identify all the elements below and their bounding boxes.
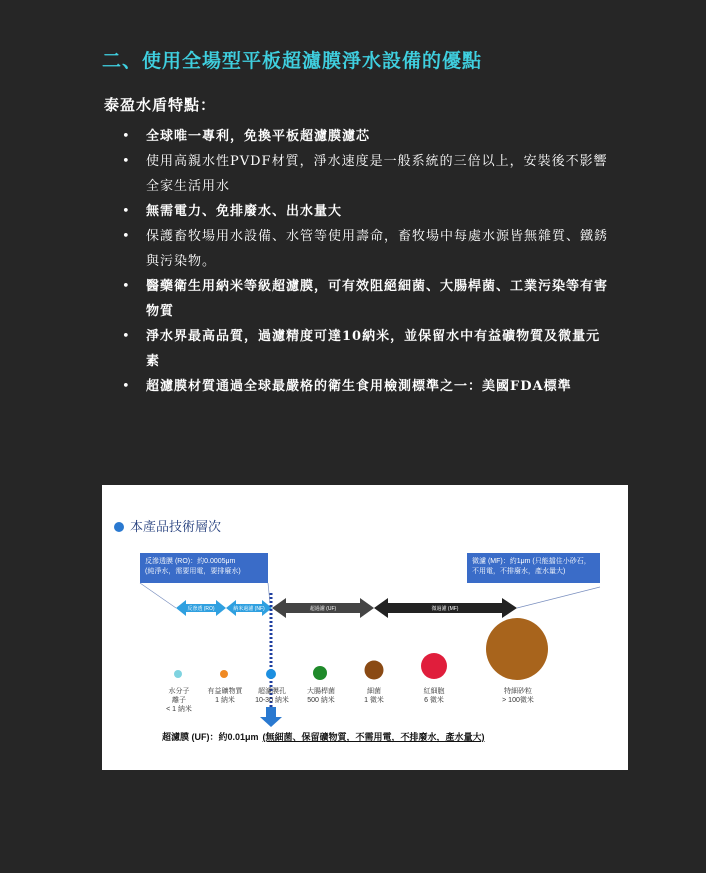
filtration-diagram [102, 485, 628, 770]
uf-arrow-label: 超過濾 (UF) [309, 606, 337, 612]
label-sand: 特細砂粒 > 100微米 [502, 688, 534, 704]
bullet-icon: • [122, 129, 131, 144]
bacteria-dot [365, 661, 384, 680]
red-cell-dot [421, 653, 447, 679]
bullet-icon: • [122, 329, 131, 344]
connector-line [140, 583, 176, 608]
label-water: 水分子 離子 < 1 納米 [166, 688, 192, 713]
ecoli-dot [313, 666, 327, 680]
feature-item: • 保護畜牧場用水設備、水管等使用壽命，畜牧場中每處水源皆無雜質、鐵銹與污染物。 [122, 224, 612, 274]
feature-item: • 超濾膜材質通過全球最嚴格的衛生食用檢測標準之一：美國FDA標準 [122, 374, 612, 399]
technology-figure [102, 485, 628, 770]
feature-item: • 淨水界最高品質，過濾精度可達10納米，並保留水中有益礦物質及微量元素 [122, 324, 612, 374]
mf-callout: 微濾 (MF)：約1μm (只能擋住小砂石，不用電，不排廢水，產水量大) [467, 553, 600, 583]
uf-down-arrow [260, 707, 282, 727]
bullet-icon: • [122, 204, 131, 219]
ro-callout: 反滲透膜 (RO)：約0.0005μm (純淨水，需要用電，要排廢水) [140, 553, 268, 583]
label-bacteria: 細菌 1 微米 [364, 688, 384, 704]
ro-arrow-label: 反滲透 (RO) [187, 606, 215, 612]
water-molecule-dot [174, 670, 182, 678]
feature-list [122, 124, 612, 399]
label-ecoli: 大腸桿菌 500 納米 [307, 688, 335, 704]
figure-title: 本產品技術層次 [114, 516, 221, 535]
bullet-icon: • [122, 379, 131, 394]
sand-dot [486, 618, 548, 680]
mineral-dot [220, 670, 228, 678]
bullet-icon: • [122, 154, 131, 169]
label-uf-pore: 超濾膜孔 10-30 納米 [255, 688, 289, 704]
uf-pore-dot [266, 669, 276, 679]
feature-item: • 全球唯一專利，免換平板超濾膜濾芯 [122, 124, 612, 149]
label-red-cell: 紅細胞 6 微米 [423, 688, 445, 704]
connector-line [517, 587, 600, 608]
feature-item: • 醫藥衛生用納米等級超濾膜，可有效阻絕細菌、大腸桿菌、工業污染等有害物質 [122, 274, 612, 324]
section-subheading: 泰盈水盾特點： [104, 96, 217, 114]
feature-item: • 使用高親水性PVDF材質，淨水速度是一般系統的三倍以上，安裝後不影響全家生活用水 [122, 149, 612, 199]
feature-item: • 無需電力、免排廢水、出水量大 [122, 199, 612, 224]
page-heading: 二、使用全場型平板超濾膜淨水設備的優點 [102, 50, 483, 72]
uf-caption: 超濾膜 (UF)：約0.01μm (無細菌、保留礦物質，不需用電，不排廢水，產水量大) [162, 732, 485, 742]
nf-arrow-label: 納米過濾 (NF) [233, 606, 265, 612]
label-mineral: 有益礦物質 1 納米 [207, 688, 243, 704]
mf-arrow-label: 微過濾 (MF) [431, 606, 459, 612]
bullet-icon: • [122, 279, 131, 294]
bullet-icon: • [122, 229, 131, 244]
